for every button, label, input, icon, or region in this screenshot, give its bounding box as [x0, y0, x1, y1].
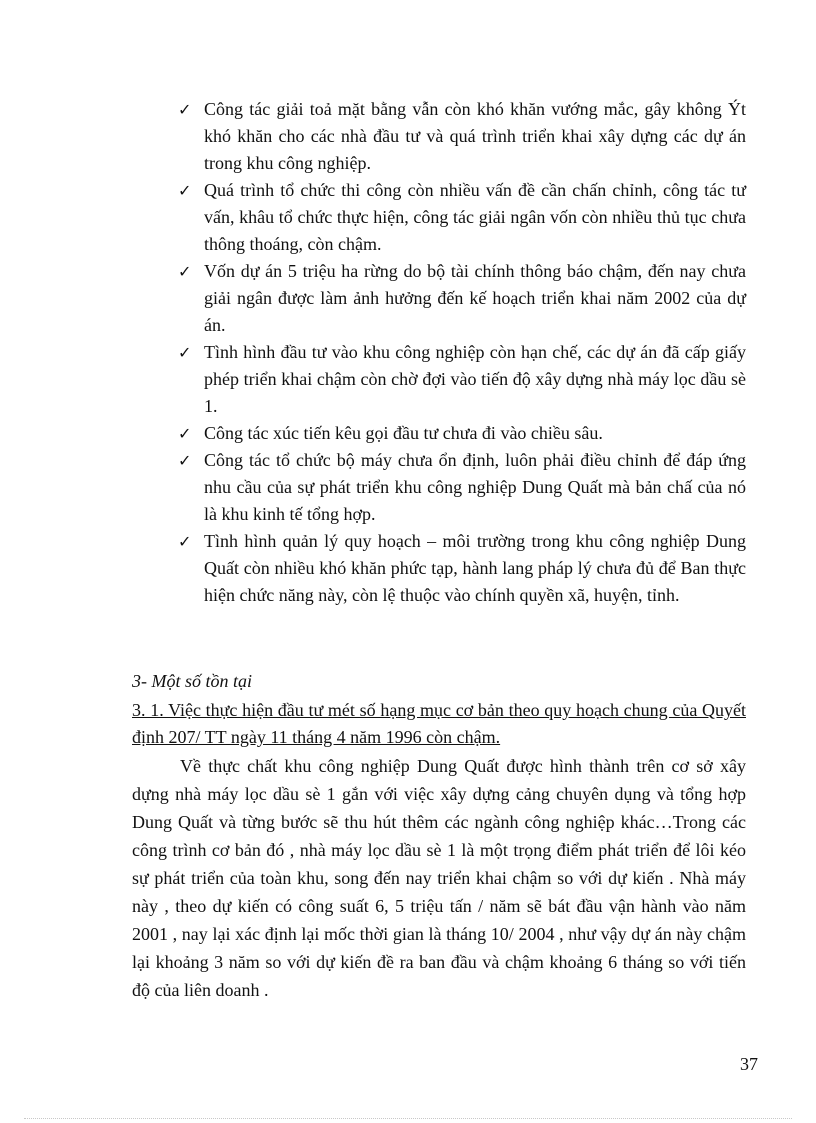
checklist-item-text: Tình hình đầu tư vào khu công nghiệp còn hạn chế, các dự án đã cấp giấy phép triển khai chậm còn chờ đợi vào tiến độ xây dựng nhà máy lọc dầu sè 1.: [204, 342, 746, 416]
check-mark-icon: ✓: [178, 181, 192, 200]
page-number: 37: [740, 1054, 758, 1074]
checklist-item: [174, 339, 746, 420]
check-mark-icon: ✓: [178, 100, 192, 119]
body-paragraph: Về thực chất khu công nghiệp Dung Quất được hình thành trên cơ sở xây dựng nhà máy lọc dầu sè 1 gắn với việc xây dựng cảng chuyên dụng và tổng hợp Dung Quất và từng bước sẽ thu hút thêm các ngành công nghiệp khác…Trong các công trình cơ bản đó , nhà máy lọc dầu sè 1 là một trọng điểm phát triển để lôi kéo sự phát triển của toàn khu, song đến nay triển khai chậm so với dự kiến . Nhà máy này , theo dự kiến có công suất 6, 5 triệu tấn / năm sẽ bát đầu vận hành vào năm 2001 , nay lại xác định lại mốc thời gian là tháng 10/ 2004 , như vậy dự án này chậm lại khoảng 3 năm so với dự kiến đề ra ban đầu và chậm khoảng 6 tháng so với tiến độ của liên doanh .: [132, 756, 746, 1000]
checklist-item-text: Tình hình quản lý quy hoạch – môi trường trong khu công nghiệp Dung Quất còn nhiều khó khăn phức tạp, hành lang pháp lý chưa đủ để Ban thực hiện chức năng này, còn lệ thuộc vào chính quyền xã, huyện, tỉnh.: [204, 531, 746, 605]
checklist-item: [174, 177, 746, 258]
checklist-item-text: Quá trình tổ chức thi công còn nhiều vấn đề cần chấn chỉnh, công tác tư vấn, khâu tổ chức thực hiện, công tác giải ngân vốn còn nhiều thủ tục chưa thông thoáng, còn chậm.: [204, 180, 746, 254]
checklist-item: [174, 420, 746, 447]
check-mark-icon: ✓: [178, 532, 192, 551]
check-mark-icon: ✓: [178, 451, 192, 470]
section-heading: 3- Một số tồn tại: [132, 671, 252, 691]
checklist-item: [174, 447, 746, 528]
checklist-item-text: Công tác tổ chức bộ máy chưa ổn định, luôn phải điều chỉnh để đáp ứng nhu cầu của sự phát triển khu công nghiệp Dung Quất mà bản chấ của nó là khu kinh tế tổng hợp.: [204, 450, 746, 524]
checklist: [174, 96, 746, 609]
checklist-item: [174, 96, 746, 177]
check-mark-icon: ✓: [178, 343, 192, 362]
subsection-heading: 3. 1. Việc thực hiện đầu tư mét số hạng mục cơ bản theo quy hoạch chung của Quyết định 207/ TT ngày 11 tháng 4 năm 1996 còn chậm.: [132, 700, 746, 747]
checklist-item-text: Công tác giải toả mặt bằng vẫn còn khó khăn vướng mắc, gây không Ýt khó khăn cho các nhà đầu tư và quá trình triển khai xây dựng các dự án trong khu công nghiệp.: [204, 99, 746, 173]
checklist-item: [174, 258, 746, 339]
checklist-item: [174, 528, 746, 609]
checklist-item-text: Công tác xúc tiến kêu gọi đầu tư chưa đi vào chiều sâu.: [204, 423, 603, 443]
page-bottom-divider: [24, 1118, 792, 1119]
check-mark-icon: ✓: [178, 424, 192, 443]
checklist-item-text: Vốn dự án 5 triệu ha rừng do bộ tài chính thông báo chậm, đến nay chưa giải ngân được làm ảnh hưởng đến kế hoạch triển khai năm 2002 của dự án.: [204, 261, 746, 335]
check-mark-icon: ✓: [178, 262, 192, 281]
